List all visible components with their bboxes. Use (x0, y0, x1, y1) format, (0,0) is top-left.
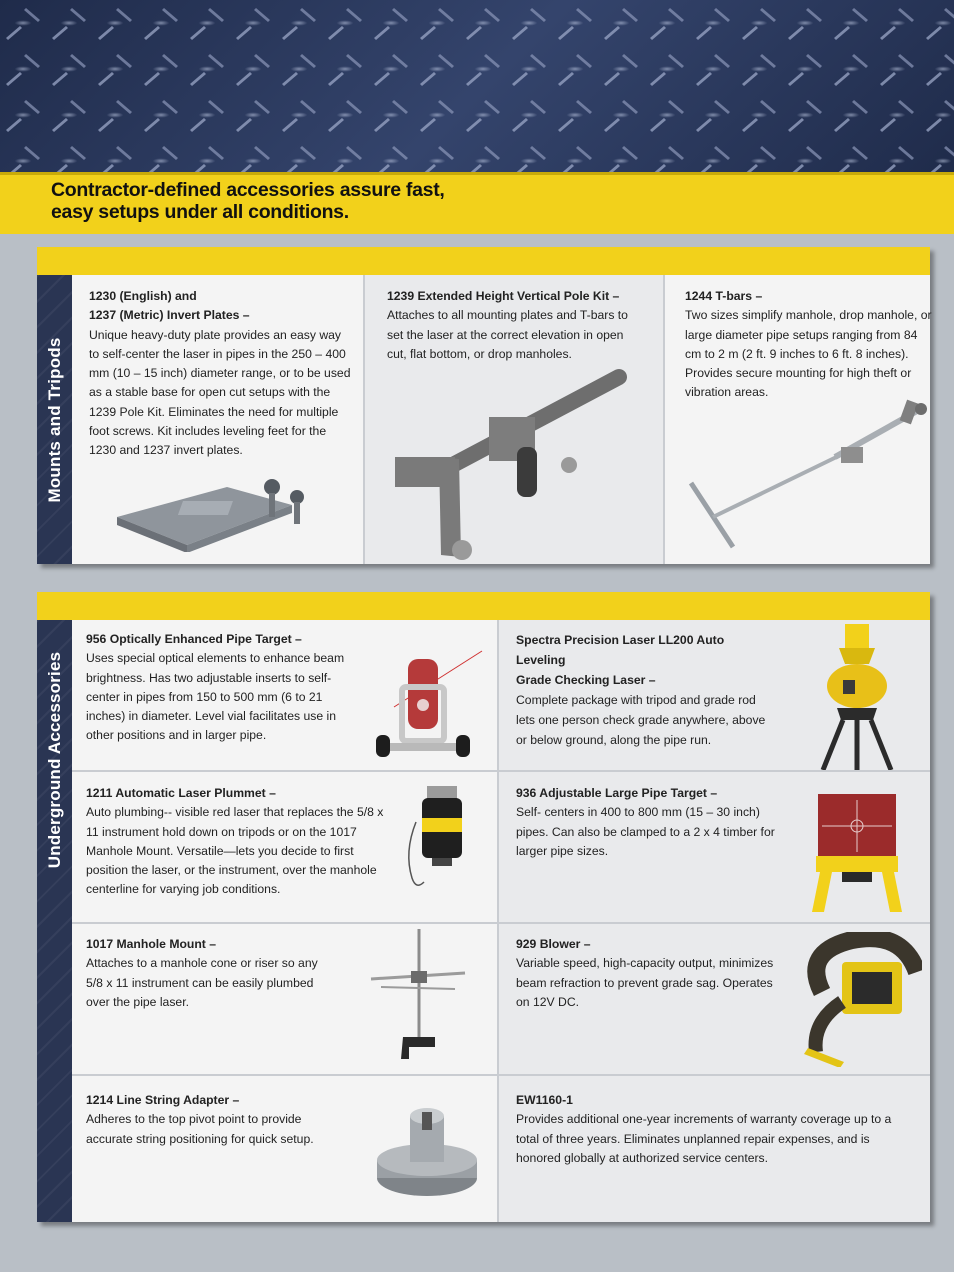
t-bar-image (685, 397, 930, 557)
cell-divider (497, 620, 499, 1222)
product-title: Spectra Precision Laser LL200 Auto Leveling (516, 633, 725, 667)
grade-laser-image (817, 624, 897, 770)
row-divider (72, 922, 930, 924)
product-description: Attaches to all mounting plates and T-bars to set the laser at the correct elevation in open cut, flat bottom, or drop manholes. (387, 308, 628, 361)
product-text-1244 (685, 287, 935, 403)
pole-kit-image (389, 367, 629, 562)
product-text-1230 (89, 287, 351, 461)
product-description: Uses special optical elements to enhance beam brightness. Has two adjustable inserts to self-center in pipes from 150 to 500 mm (6 to 21 inches) in diameter. Level vial facilitates use in other positions and in larger pipe. (86, 651, 345, 743)
section-bar (37, 592, 930, 620)
product-title: 1237 (Metric) Invert Plates – (89, 308, 250, 323)
banner-tab (490, 218, 954, 234)
large-pipe-target-image (802, 792, 912, 917)
product-text-ll200 (516, 630, 776, 750)
product-text-1214 (86, 1091, 336, 1149)
diamond-plate-header (0, 0, 954, 180)
product-title: 929 Blower – (516, 937, 591, 951)
manhole-mount-image (365, 929, 475, 1064)
product-title: Grade Checking Laser – (516, 673, 656, 687)
product-text-1017 (86, 935, 336, 1012)
product-text-ew1160 (516, 1091, 911, 1168)
section-bar (37, 247, 930, 275)
product-text-1211 (86, 784, 384, 900)
product-description: Variable speed, high-capacity output, minimizes beam refraction to prevent grade sag. Operates on 12V DC. (516, 956, 774, 1009)
product-title: 1239 Extended Height Vertical Pole Kit – (387, 289, 620, 303)
headline (51, 179, 611, 223)
row-divider (72, 770, 930, 772)
product-text-929 (516, 935, 778, 1012)
headline-line-1: Contractor-defined accessories assure fast, (51, 179, 445, 201)
row-divider (72, 1074, 930, 1076)
product-title: 1211 Automatic Laser Plummet – (86, 786, 276, 800)
underground-section (37, 592, 930, 1222)
product-title: 1017 Manhole Mount – (86, 937, 217, 951)
product-title: EW1160-1 (516, 1093, 573, 1107)
laser-plummet-image (402, 782, 482, 897)
headline-line-2: easy setups under all conditions. (51, 201, 349, 223)
product-title: 1214 Line String Adapter – (86, 1093, 240, 1107)
diamond-plate-texture (0, 0, 954, 180)
invert-plate-image (107, 457, 307, 552)
product-description: Provides additional one-year increments of warranty coverage up to a total of three years. Eliminates unplanned repair expenses, and is honored globally at authorized service centers. (516, 1112, 892, 1165)
product-title: 1230 (English) and (89, 289, 197, 303)
product-description: Self- centers in 400 to 800 mm (15 – 30 inch) pipes. Can also be clamped to a 2 x 4 timber for larger pipe sizes. (516, 805, 775, 858)
product-text-936 (516, 784, 778, 861)
product-description: Unique heavy-duty plate provides an easy way to self-center the laser in pipes in the 250 – 400 mm (10 – 15 inch) diameter range, or to be used as a stable base for open cut setups with the 1239 Pole Kit. Eliminates the need for multiple foot screws. Kit includes leveling feet for the 1230 and 1237 invert plates. (89, 327, 351, 458)
product-description: Attaches to a manhole cone or riser so any 5/8 x 11 instrument can be easily plumbed over the pipe laser. (86, 956, 318, 1009)
product-title: 1244 T-bars – (685, 289, 763, 303)
product-description: Auto plumbing-- visible red laser that replaces the 5/8 x 11 instrument hold down on tripods or on the 1017 Manhole Mount. Versatile—lets you decide to first position the laser, or the instrument, over the manhole centerline for varying job conditions. (86, 805, 384, 897)
product-text-1239 (387, 287, 645, 364)
pipe-target-image (372, 647, 487, 767)
product-description: Adheres to the top pivot point to provide accurate string positioning for quick setup. (86, 1112, 314, 1146)
product-text-956 (86, 630, 361, 746)
cell-divider (663, 275, 665, 564)
product-title: 956 Optically Enhanced Pipe Target – (86, 632, 302, 646)
string-adapter-image (372, 1104, 482, 1204)
product-title: 936 Adjustable Large Pipe Target – (516, 786, 718, 800)
blower-image (782, 932, 922, 1067)
mounts-section (37, 247, 930, 564)
section-label-mounts: Mounts and Tripods (44, 336, 64, 503)
section-label-underground: Underground Accessories (44, 651, 64, 869)
cell-divider (363, 275, 365, 564)
product-description: Complete package with tripod and grade rod lets one person check grade anywhere, above or below ground, along the pipe run. (516, 693, 766, 747)
product-description: Two sizes simplify manhole, drop manhole, or large diameter pipe setups ranging from 84 cm to 2 m (2 ft. 9 inches to 6 ft. 8 inches). Provides secure mounting for high theft or vibration areas. (685, 308, 932, 400)
